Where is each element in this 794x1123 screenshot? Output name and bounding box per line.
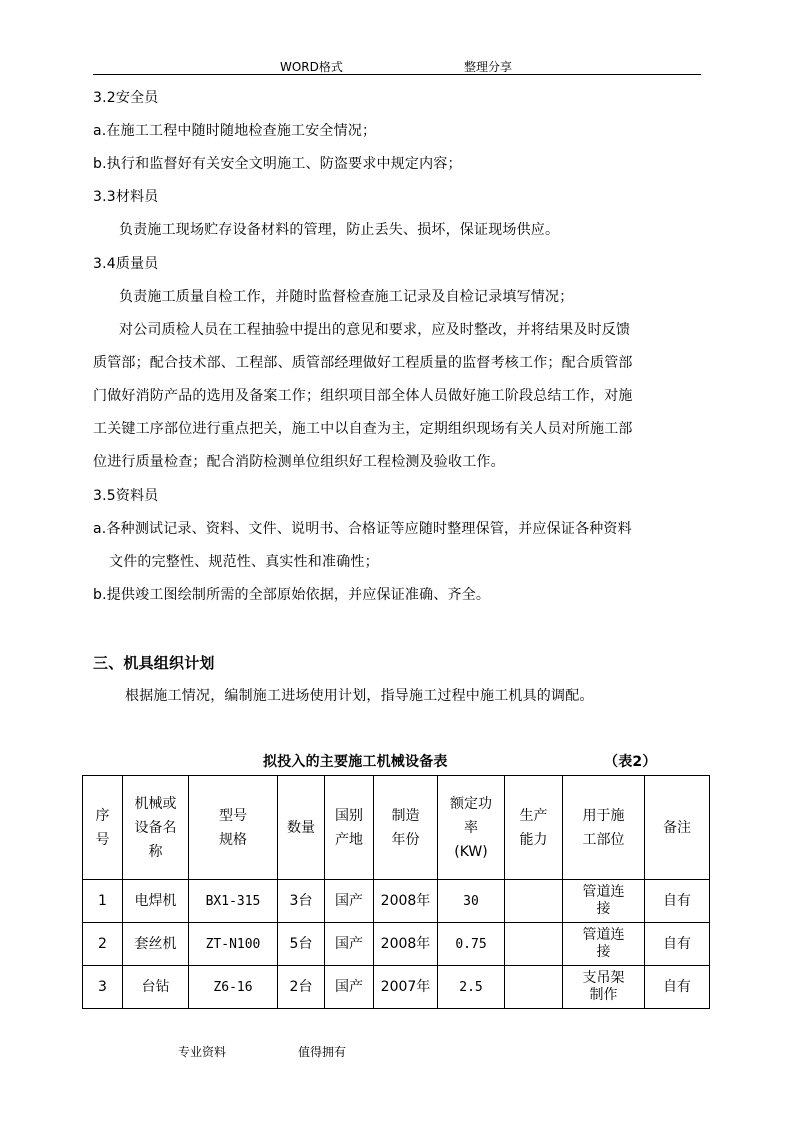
header-left: WORD格式 — [280, 60, 343, 74]
header-cell: 用于施 工部位 — [563, 776, 645, 880]
table-cell — [505, 966, 563, 1009]
line-3-5-b: b.提供竣工图绘制所需的全部原始依据，并应保证准确、齐全。 — [93, 587, 491, 603]
table-row — [83, 880, 710, 923]
table-cell: 台钻 — [123, 966, 189, 1009]
table-cell: 0.75 — [438, 923, 505, 966]
table-cell: 套丝机 — [123, 923, 189, 966]
table-cell: 国产 — [325, 880, 374, 923]
header-cell: 数量 — [278, 776, 325, 880]
heading-3-2: 3.2安全员 — [93, 90, 159, 106]
line-3-5-a: a.各种测试记录、资料、文件、说明书、合格证等应随时整理保管，并应保证各种资料 — [93, 521, 632, 537]
header-cell: 型号 规格 — [189, 776, 278, 880]
table-cell: 自有 — [645, 966, 710, 1009]
table-cell: 3台 — [278, 880, 325, 923]
table-tag: （表2） — [604, 754, 657, 770]
table-cell: 自有 — [645, 880, 710, 923]
line-3-2-a: a.在施工工程中随时随地检查施工安全情况； — [93, 123, 377, 139]
footer-right: 值得拥有 — [298, 1045, 347, 1059]
table-cell: 30 — [438, 880, 505, 923]
table-cell: 2.5 — [438, 966, 505, 1009]
line-3-2-b: b.执行和监督好有关安全文明施工、防盗要求中规定内容； — [93, 156, 462, 172]
line-3-4-6: 位进行质量检查；配合消防检测单位组织好工程检测及验收工作。 — [93, 454, 505, 470]
heading-3-5: 3.5资料员 — [93, 488, 159, 504]
table-cell: 管道连 接 — [563, 880, 645, 923]
line-3-4-4: 门做好消防产品的选用及备案工作；组织项目部全体人员做好施工阶段总结工作，对施 — [93, 388, 633, 404]
header-cell: 序 号 — [83, 776, 123, 880]
table-cell: 国产 — [325, 923, 374, 966]
table-cell: 支吊架 制作 — [563, 966, 645, 1009]
footer-left: 专业资料 — [178, 1045, 227, 1059]
table-cell: 2 — [83, 923, 123, 966]
heading-3-4: 3.4质量员 — [93, 256, 159, 272]
table-cell: 电焊机 — [123, 880, 189, 923]
line-3-4-1: 负责施工质量自检工作，并随时监督检查施工记录及自检记录填写情况； — [119, 289, 574, 305]
heading-3-3: 3.3材料员 — [93, 189, 159, 205]
page-header — [93, 56, 701, 75]
table-cell: 3 — [83, 966, 123, 1009]
table-cell — [505, 923, 563, 966]
table-cell: 2008年 — [374, 923, 438, 966]
header-right: 整理分享 — [464, 60, 513, 74]
header-cell: 额定功 率 (KW) — [438, 776, 505, 880]
table-header-row — [83, 776, 710, 880]
line-3-3: 负责施工现场贮存设备材料的管理，防止丢失、损坏，保证现场供应。 — [119, 222, 560, 238]
line-3-5-a-cont: 文件的完整性、规范性、真实性和准确性； — [109, 554, 379, 570]
table-row — [83, 923, 710, 966]
header-cell: 备注 — [645, 776, 710, 880]
equipment-table — [82, 775, 710, 1009]
table-cell: 2台 — [278, 966, 325, 1009]
header-cell: 国别 产地 — [325, 776, 374, 880]
line-3-4-3: 质管部；配合技术部、工程部、质管部经理做好工程质量的监督考核工作；配合质管部 — [93, 355, 633, 371]
table-cell: 国产 — [325, 966, 374, 1009]
table-cell: ZT-N100 — [189, 923, 278, 966]
table-cell: 2008年 — [374, 880, 438, 923]
table-row — [83, 966, 710, 1009]
section-3-title: 三、机具组织计划 — [93, 654, 215, 672]
table-cell: 管道连 接 — [563, 923, 645, 966]
line-3-4-5: 工关键工序部位进行重点把关，施工中以自查为主，定期组织现场有关人员对所施工部 — [93, 421, 633, 437]
header-cell: 生产 能力 — [505, 776, 563, 880]
table-cell: 2007年 — [374, 966, 438, 1009]
section-3-body: 根据施工情况，编制施工进场使用计划，指导施工过程中施工机具的调配。 — [125, 688, 594, 704]
table-cell: 5台 — [278, 923, 325, 966]
line-3-4-2: 对公司质检人员在工程抽验中提出的意见和要求，应及时整改，并将结果及时反馈 — [119, 322, 631, 338]
table-cell: Z6-16 — [189, 966, 278, 1009]
table-cell — [505, 880, 563, 923]
header-cell: 制造 年份 — [374, 776, 438, 880]
table-cell: 自有 — [645, 923, 710, 966]
table-cell: BX1-315 — [189, 880, 278, 923]
table-cell: 1 — [83, 880, 123, 923]
header-cell: 机械或 设备名 称 — [123, 776, 189, 880]
table-title: 拟投入的主要施工机械设备表 — [263, 754, 448, 770]
